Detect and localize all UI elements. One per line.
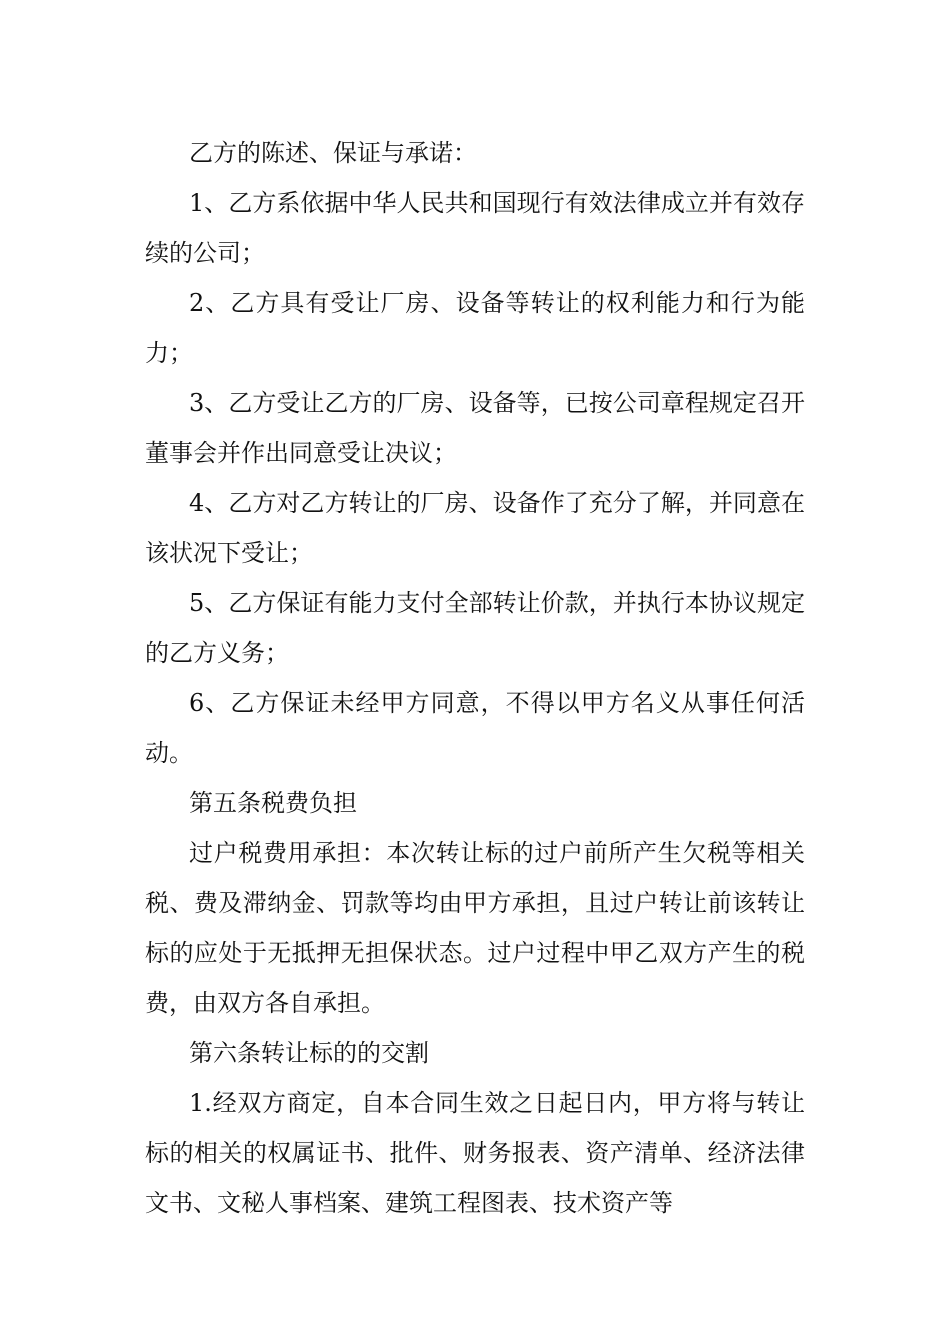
article-6-heading: 第六条转让标的的交割 [189,1039,429,1067]
clause-4: 4、乙方对乙方转让的厂房、设备作了充分了解，并同意在该状况下受让； [145,489,805,567]
document-body [145,128,805,1228]
article-5-heading: 第五条税费负担 [189,789,357,817]
clause-5: 5、乙方保证有能力支付全部转让价款，并执行本协议规定的乙方义务； [145,589,805,667]
clause-1: 1、乙方系依据中华人民共和国现行有效法律成立并有效存续的公司； [145,189,805,267]
clause-6: 6、乙方保证未经甲方同意，不得以甲方名义从事任何活动。 [145,689,805,767]
section-heading-party-b-statements: 乙方的陈述、保证与承诺： [189,139,477,167]
article-6-clause-1: 1.经双方商定，自本合同生效之日起日内，甲方将与转让标的相关的权属证书、批件、财务报表、资产清单、经济法律文书、文秘人事档案、建筑工程图表、技术资产等 [145,1089,805,1217]
clause-3: 3、乙方受让乙方的厂房、设备等，已按公司章程规定召开董事会并作出同意受让决议； [145,389,805,467]
clause-2: 2、乙方具有受让厂房、设备等转让的权利能力和行为能力； [145,289,805,367]
article-5-body: 过户税费用承担：本次转让标的过户前所产生欠税等相关税、费及滞纳金、罚款等均由甲方承担，且过户转让前该转让标的应处于无抵押无担保状态。过户过程中甲乙双方产生的税费，由双方各自承担。 [145,839,805,1017]
